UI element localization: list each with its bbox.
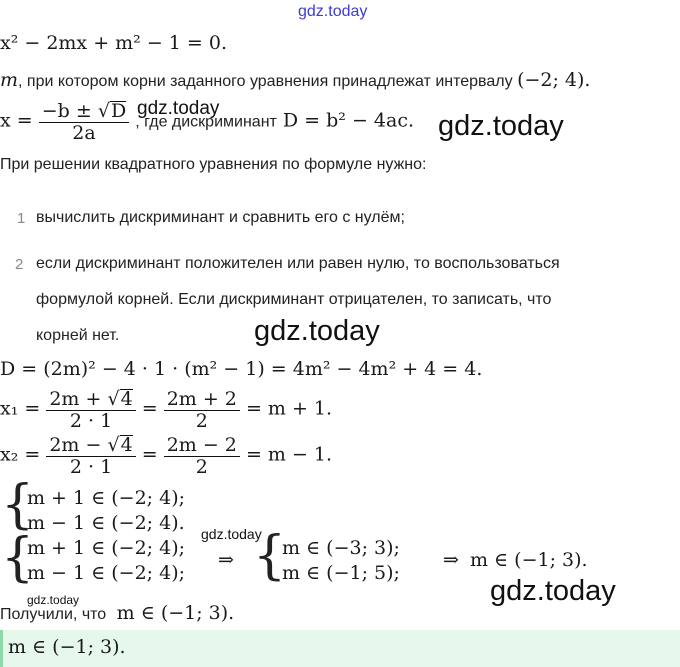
x1-fraction-2 [164,388,240,431]
task-var: m [0,69,19,91]
arrow-2: ⇒ [443,549,459,571]
x1-den: 2 · 1 [69,410,113,432]
result-text: Получили, что [0,606,107,623]
root-x2 [0,434,332,477]
system1-line-1: m + 1 ∈ (−2; 4); [27,487,186,509]
watermark-formula-big: gdz.today [438,110,564,142]
x2-eq: = [141,443,158,466]
formula-lhs: x = [0,109,33,132]
system1-brace: { [1,475,35,535]
step-1-number: 1 [17,210,26,227]
formula-where: , где дискриминант [135,113,277,131]
watermark-top: gdz.today [298,3,368,20]
x1-fraction: $\frac{2m + √4}{2 \cdot 1}$ [46,388,135,431]
root-x1 [0,388,332,431]
task-text: , при котором корни заданного уравнения принадлежат интервалу [18,73,513,90]
step-1-text: вычислить дискриминант и сравнить его с нулём; [36,209,405,226]
formula-fraction: $\frac{-b \pm √D}{2a}$ [39,100,129,143]
x1-num2: 2m + 2 [164,388,240,411]
system-result: m ∈ (−1; 3). [470,549,588,571]
x1-rhs: = m + 1. [245,397,333,420]
x2-den: 2 · 1 [69,456,113,478]
step-2-line-3: корней нет. [36,327,120,344]
system2-brace: { [1,528,35,588]
x1-root: 4 [120,388,133,410]
equation: x² − 2mx + m² − 1 = 0. [0,32,227,54]
result-value: m ∈ (−1; 3). [116,602,235,624]
x1-num-pre: 2m + [49,388,102,410]
task-line [0,69,590,91]
result-line [0,602,234,624]
system3-brace: { [253,526,287,586]
step-2-line-2: формулой корней. Если дискриминант отрицателен, то записать, что [36,291,552,308]
intro-text: При решении квадратного уравнения по формуле нужно: [0,156,427,173]
task-interval: (−2; 4). [517,69,591,91]
watermark-system: gdz.today [201,526,262,542]
x1-lhs: x₁ = [0,397,41,420]
watermark-before-result: gdz.today [27,593,80,607]
watermark-formula: gdz.today [137,98,220,119]
x2-fraction-2 [164,434,240,477]
formula-den: 2a [72,122,96,144]
answer-box [0,630,680,667]
x1-den2: 2 [195,410,208,432]
x2-num-pre: 2m − [49,434,102,456]
arrow-1: ⇒ [218,549,234,571]
x2-fraction: $\frac{2m - √4}{2 \cdot 1}$ [46,434,135,477]
watermark-bottom-right: gdz.today [490,575,616,607]
x2-lhs: x₂ = [0,443,41,466]
system2-line-1: m + 1 ∈ (−2; 4); [27,537,186,559]
x1-eq: = [141,397,158,420]
watermark-mid: gdz.today [254,315,380,347]
discriminant-calc: D = (2m)² − 4 · 1 · (m² − 1) = 4m² − 4m² + 4 = 4. [0,358,483,380]
step-2-line-1: если дискриминант положителен или равен нулю, то воспользоваться [36,255,560,272]
step-2-number: 2 [15,256,24,273]
system3-line-2: m ∈ (−1; 5); [282,562,400,584]
answer-value: m ∈ (−1; 3). [8,636,126,658]
formula-disc: D = b² − 4ac. [282,109,415,132]
x2-rhs: = m − 1. [245,443,333,466]
system2-line-2: m − 1 ∈ (−2; 4); [27,562,186,584]
formula-root: D [110,100,127,122]
system1-line-2: m − 1 ∈ (−2; 4). [27,512,185,534]
x2-den2: 2 [195,456,208,478]
system3-line-1: m ∈ (−3; 3); [282,537,400,559]
formula-num-pre: −b ± [41,100,92,122]
x2-root: 4 [120,434,133,456]
x2-num2: 2m − 2 [164,434,240,457]
